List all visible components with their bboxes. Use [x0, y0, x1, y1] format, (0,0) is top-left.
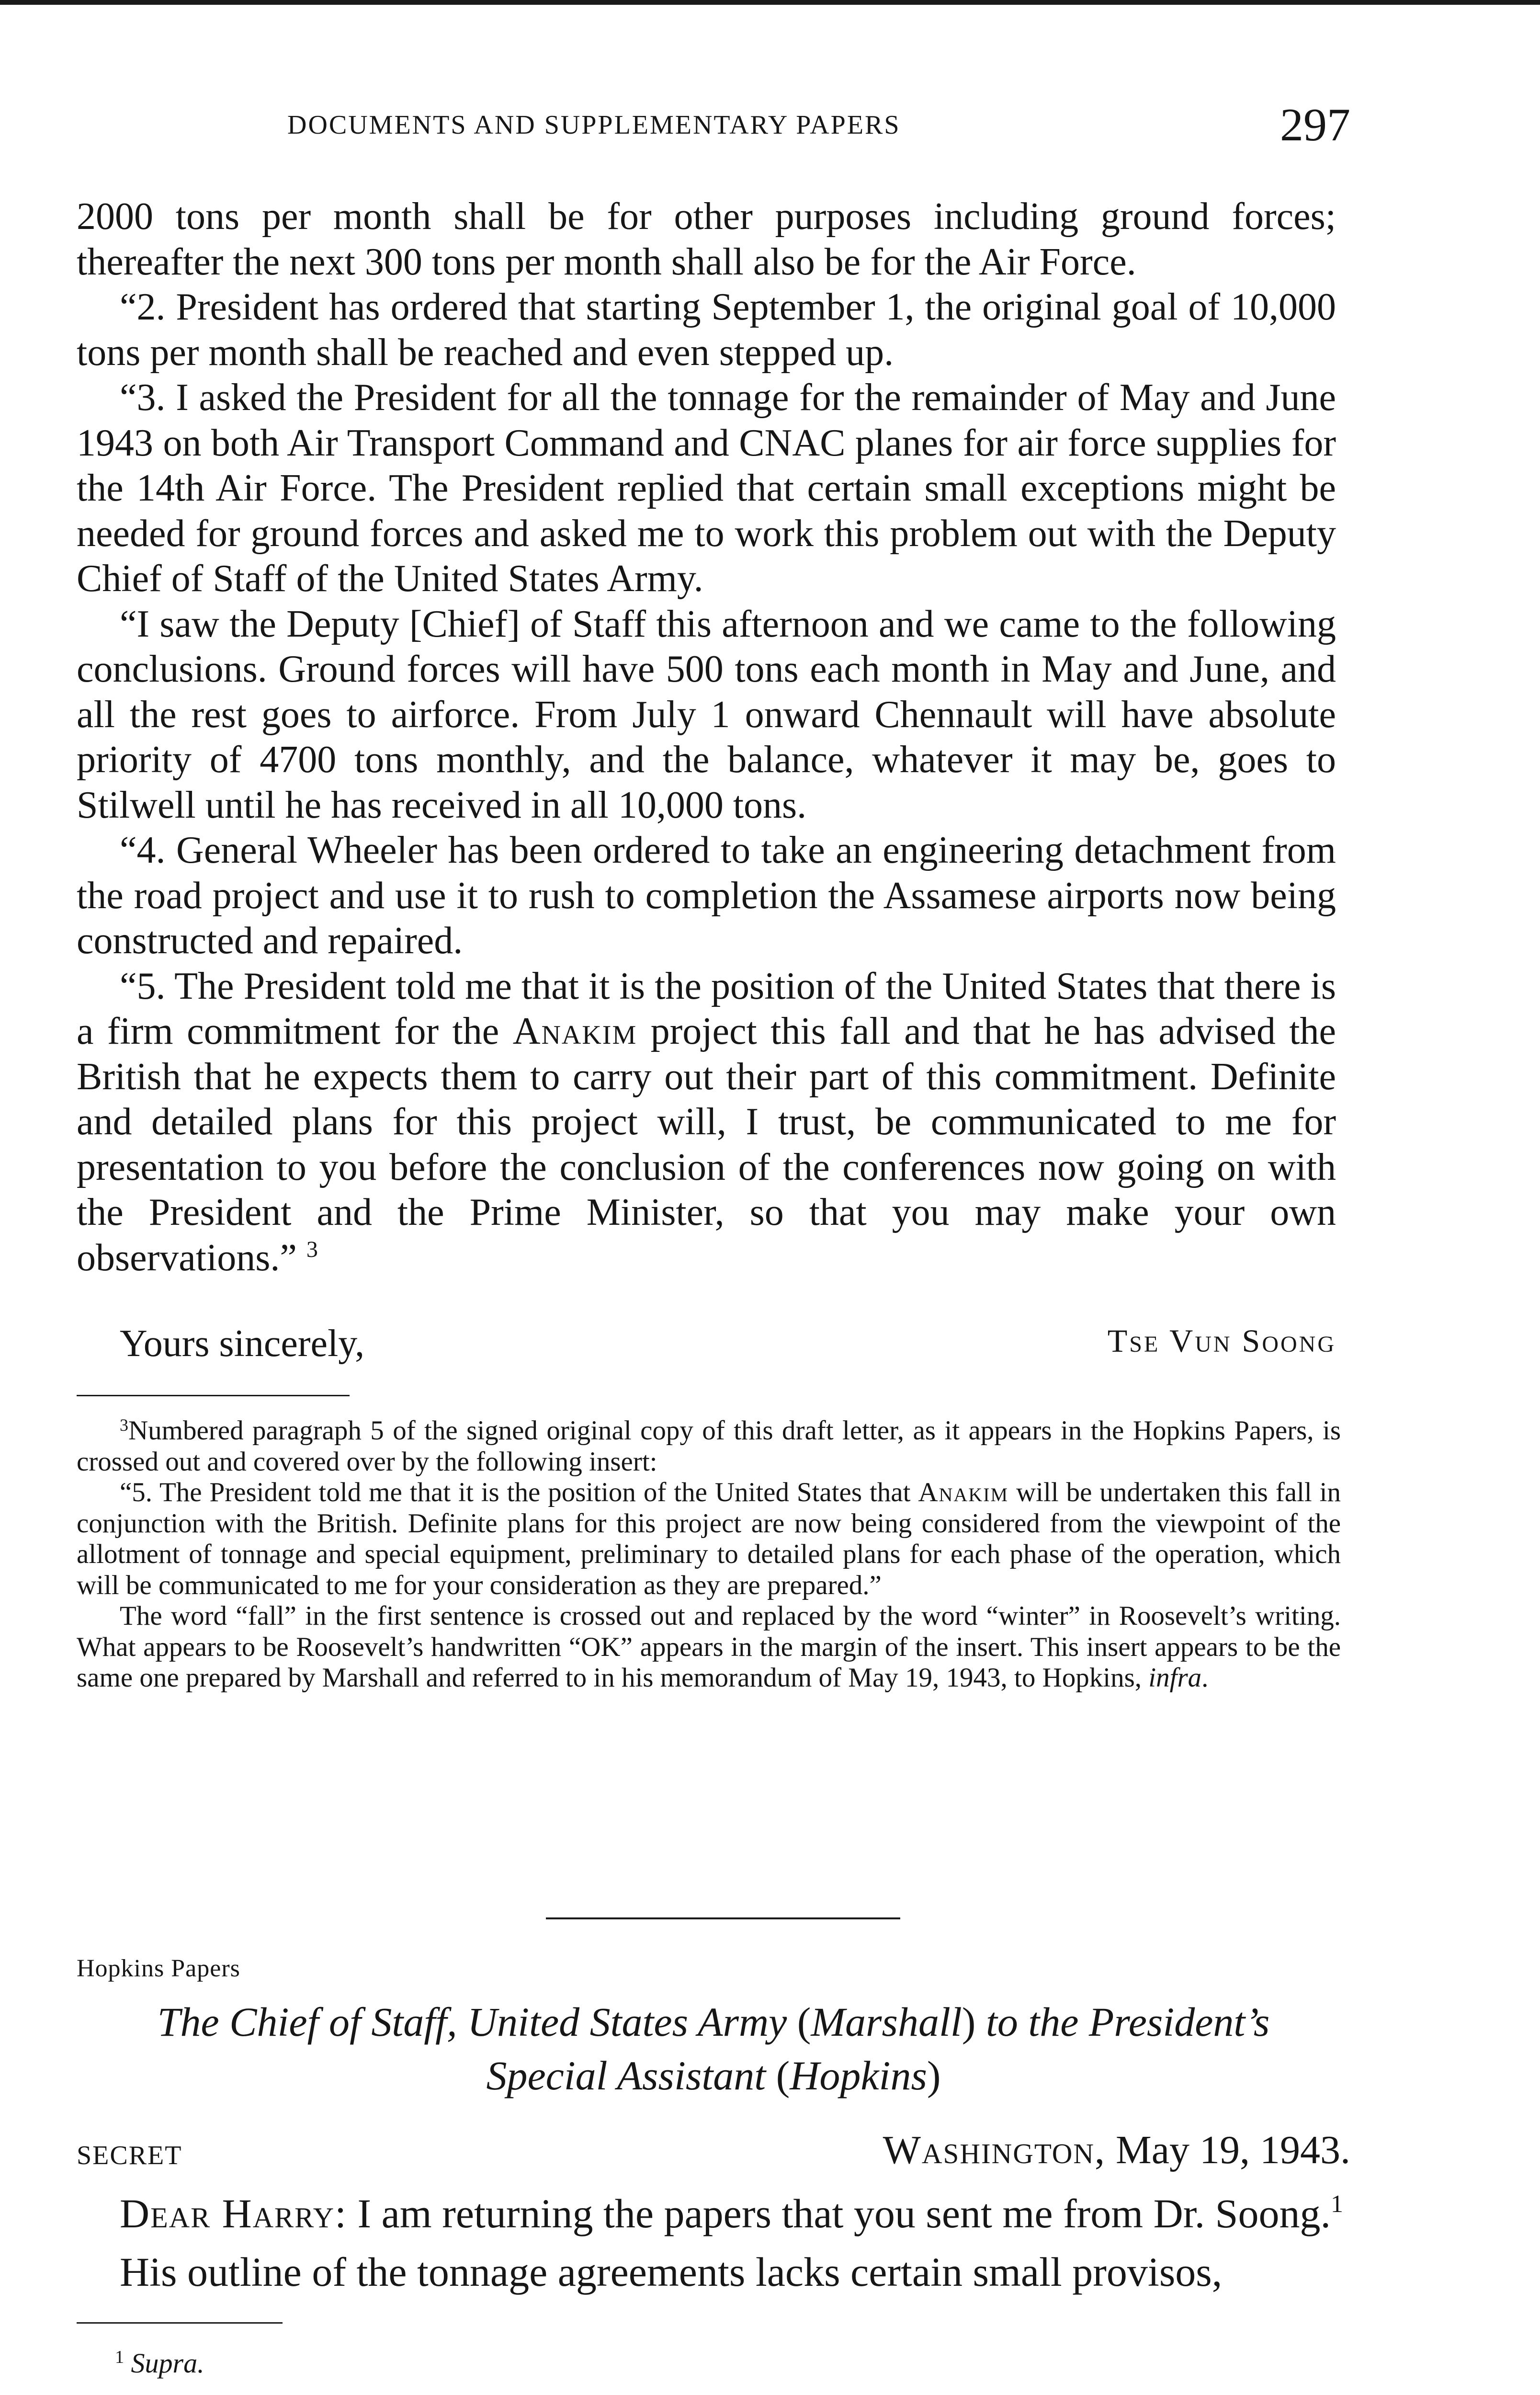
paragraph-5-text-a: “5. The President told me that it is the position of the United States that there is a firm commitment for the — [77, 965, 1336, 1052]
classification-label: SECRET — [77, 2141, 182, 2170]
footnote-separator — [77, 1395, 350, 1396]
marshall-paragraph-1: Dear Harry: I am returning the papers that you sent me from Dr. Soong.$^1$ — [120, 2190, 1344, 2236]
paragraph-deputy-chief: “I saw the Deputy [Chief] of Staff this afternoon and we came to the following conclusions. Ground forces will have 500 tons each month in May and June, and all the rest goes to airforce. From July 1 onward Chennault will have absolute priority of 4700 tons monthly, and the balance, whatever it may be, goes to Stilwell until he has received in all 10,000 tons. — [77, 603, 1336, 826]
infra-italic: infra — [1148, 1663, 1202, 1693]
signer-name: Tse Vun Soong — [1107, 1323, 1336, 1359]
footnote-1-marker: 1 — [115, 2347, 124, 2367]
paragraph-4: “4. General Wheeler has been ordered to take an engineering detachment from the road project and use it to rush to completion the Assamese airports now being constructed and repaired. — [77, 829, 1336, 962]
codename-anakim: Anakim — [512, 1010, 637, 1052]
footnote-3-para-1: $^3$Numbered paragraph 5 of the signed original copy of this draft letter, as it appears in the Hopkins Papers, is crossed out and covered over by the following insert: — [77, 1415, 1341, 1477]
heading-hopkins: Hopkins — [790, 2053, 927, 2098]
footnote-1 — [115, 2347, 204, 2379]
paragraph-5-text-b: project this fall and that he has advised the British that he expects them to carry out their part of this commitment. Definite and detailed plans for this project will, I trust, be communicated to me for presentation to you before the conclusion of the conferences now going on with the President and the Prime Minister, so that you may make your own observations.” — [77, 1010, 1336, 1279]
footnote-3-para-3: The word “fall” in the first sentence is crossed out and replaced by the word “winter” in Roosevelt’s writing. What appears to be Roosevelt’s handwritten “OK” appears in the margin of the insert. This insert appears to be the same one prepared by Marshall and referred to in his memorandum of May 19, 1943, to Hopkins, infra. — [77, 1601, 1341, 1693]
top-edge-rule — [0, 0, 1540, 5]
paragraph-continued: 2000 tons per month shall be for other purposes including ground forces; thereafter the next 300 tons per month shall also be for the Air Force. — [77, 195, 1336, 283]
running-title: DOCUMENTS AND SUPPLEMENTARY PAPERS — [287, 110, 901, 140]
footnote-ref-3: 3 — [306, 1236, 318, 1262]
footnote-codename-anakim: Anakim — [918, 1477, 1009, 1507]
footnote-separator-2 — [77, 2322, 283, 2324]
marshall-paragraph-2: His outline of the tonnage agreements lacks certain small provisos, — [120, 2249, 1223, 2295]
page-number: 297 — [1280, 99, 1350, 151]
closing — [77, 1322, 1336, 1370]
section-divider — [546, 1917, 900, 1919]
closing-salutation: Yours sincerely, — [120, 1323, 365, 1365]
footnote-ref-1: 1 — [1331, 2190, 1344, 2218]
paragraph-3: “3. I asked the President for all the tonnage for the remainder of May and June 1943 on both Air Transport Command and CNAC planes for air force supplies for the 14th Air Force. The President replied that certain small exceptions might be needed for ground forces and asked me to work this problem out with the Deputy Chief of Staff of the United States Army. — [77, 376, 1336, 600]
letter-continuation — [77, 194, 1336, 1280]
marshall-letter-body — [77, 2184, 1350, 2301]
salutation: Dear Harry: — [120, 2190, 347, 2236]
paragraph-5 — [77, 964, 1336, 1281]
source-label: Hopkins Papers — [77, 1955, 240, 1982]
heading-marshall: Marshall — [811, 1999, 962, 2045]
footnote-1-text: Supra. — [131, 2348, 204, 2379]
dateline: Washington, May 19, 1943. — [883, 2128, 1350, 2172]
running-head — [77, 98, 1350, 151]
paragraph-2: “2. President has ordered that starting September 1, the original goal of 10,000 tons per month shall be reached and even stepped up. — [77, 286, 1336, 374]
footnote-3-marker: 3 — [120, 1415, 128, 1435]
footnote-3-para-2: “5. The President told me that it is the position of the United States that Anakim will be undertaken this fall in conjunction with the British. Definite plans for this project are now being considered from the viewpoint of the allotment of tonnage and special equipment, preliminary to detailed plans for each phase of the operation, which will be communicated to me for your consideration as they are prepared.” — [77, 1477, 1341, 1600]
document-heading: The Chief of Staff, United States Army (Marshall) to the President’s Special Assistant (Hopkins) — [157, 1999, 1270, 2098]
footnote-3 — [77, 1415, 1341, 1694]
classification-and-dateline — [77, 2127, 1350, 2179]
